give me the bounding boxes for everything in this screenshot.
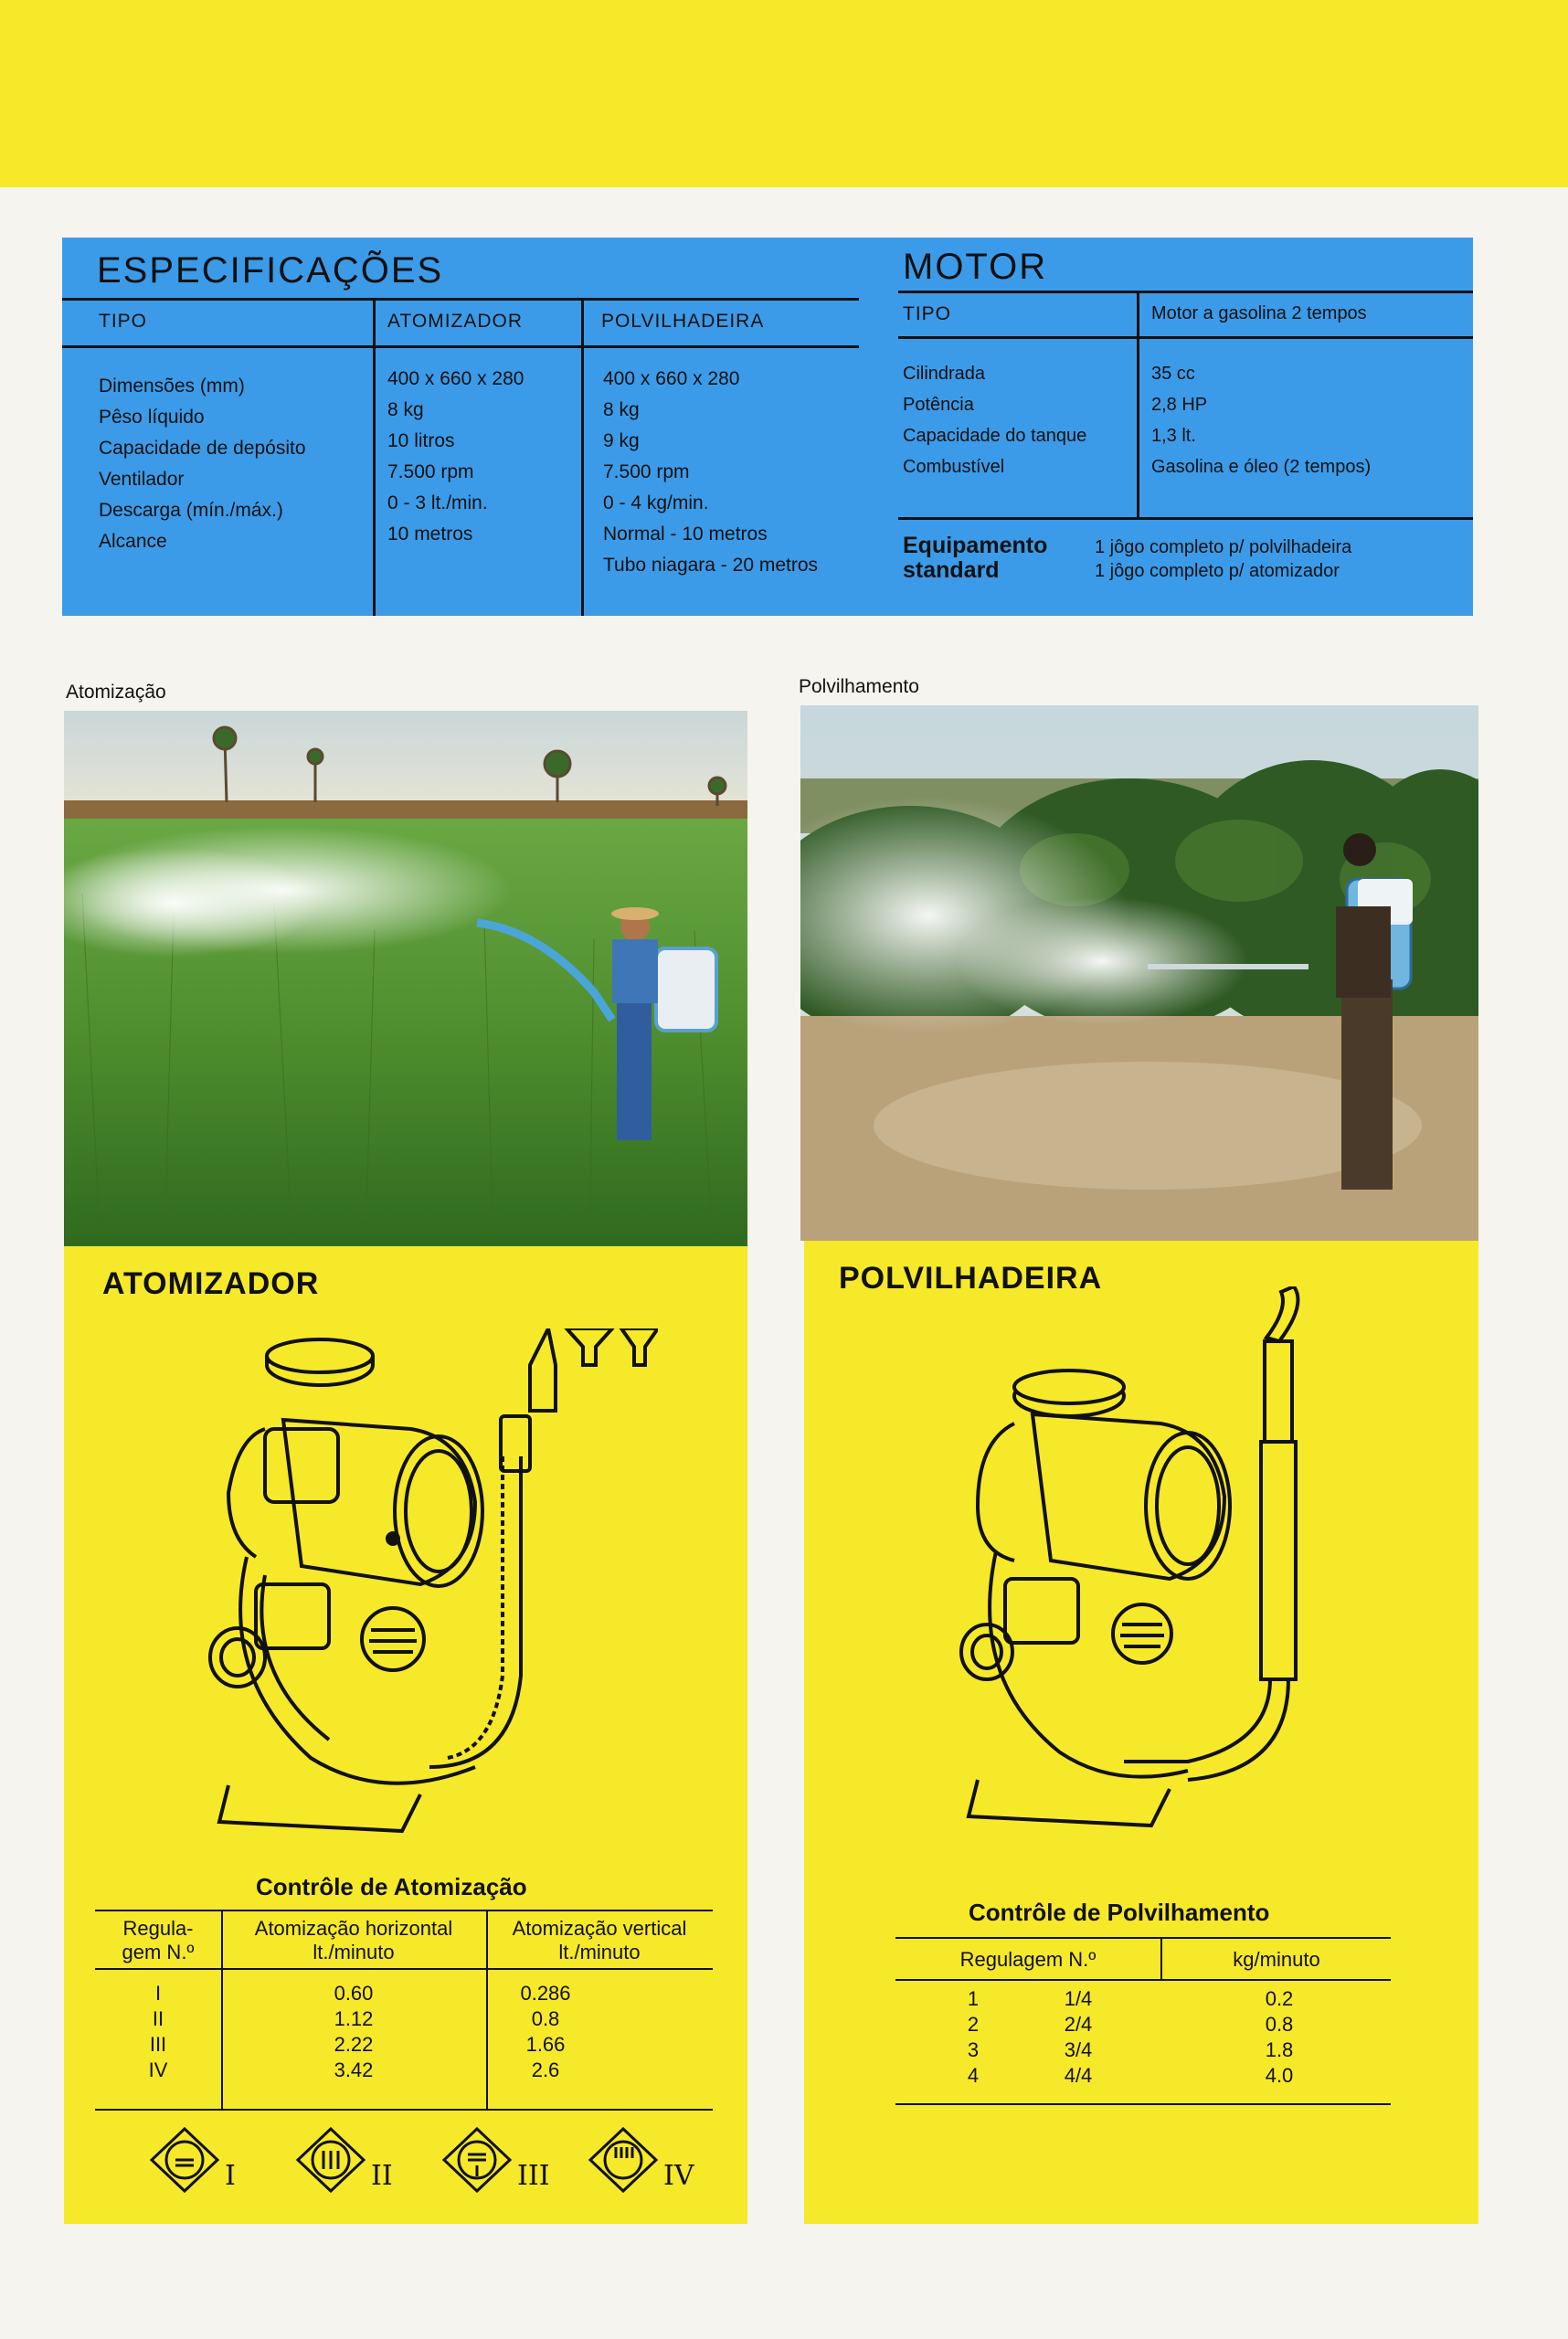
motor-labels (903, 358, 1086, 482)
spec-value: 400 x 660 x 280 (387, 368, 524, 389)
motor-value: 1,3 lt. (1151, 426, 1196, 446)
spec-value: 8 kg (387, 399, 424, 420)
col-header-kg-minuto: kg/minuto (1233, 1948, 1320, 1971)
motor-value: Gasolina e óleo (2 tempos) (1151, 457, 1372, 477)
horizontal-column (221, 1981, 486, 2083)
motor-label: Combustível (903, 457, 1005, 477)
atomizador-title: ATOMIZADOR (102, 1266, 320, 1301)
atomizacao-table-title: Contrôle de Atomização (256, 1873, 527, 1900)
equipment-title (903, 534, 1047, 583)
table-cell: III (149, 2033, 167, 2056)
table-cell: 2.6 (531, 2059, 560, 2081)
atomizacao-photo (64, 711, 747, 1246)
table-cell: 0.2 (1265, 1987, 1294, 2010)
header-line: lt./minuto (313, 1941, 395, 1963)
table-cell: 1.12 (334, 2007, 374, 2030)
spec-value: 10 litros (387, 430, 455, 451)
spec-value: 400 x 660 x 280 (603, 368, 740, 389)
header-line: Atomização horizontal (254, 1917, 453, 1940)
table-cell: 3.42 (334, 2059, 374, 2081)
fraction-column (1042, 1986, 1115, 2089)
specs-col-rule-1 (373, 298, 376, 616)
table-rule (95, 1910, 713, 1911)
motor-head-rule (898, 336, 1473, 339)
spec-label: Ventilador (99, 469, 185, 490)
specs-col-atomizador: ATOMIZADOR (387, 311, 524, 332)
table-cell: 4/4 (1064, 2064, 1093, 2087)
regulagem-column (959, 1986, 987, 2089)
col-header-vertical (486, 1917, 713, 1964)
table-cell: 0.60 (334, 1982, 374, 2005)
spec-value: Tubo niagara - 20 metros (603, 555, 819, 576)
spec-label: Capacidade de depósito (99, 438, 306, 459)
header-line: Regula- (122, 1917, 194, 1940)
photo-caption-polvilhamento: Polvilhamento (799, 676, 919, 697)
table-cell: IV (148, 2059, 168, 2081)
col-header-horizontal (221, 1917, 486, 1964)
atomizador-drawing (201, 1328, 658, 1840)
table-cell: 2/4 (1064, 2013, 1093, 2036)
polvilhadeira-title: POLVILHADEIRA (839, 1261, 1103, 1296)
table-cell: 4.0 (1265, 2064, 1294, 2087)
specs-col-tipo: TIPO (99, 311, 148, 332)
table-cell: 1 (967, 1987, 980, 2010)
table-rule (95, 1968, 713, 1970)
polvilhamento-photo (800, 705, 1478, 1241)
dial-label: II (371, 2160, 393, 2192)
spec-value: 9 kg (603, 430, 640, 451)
equipment-item: 1 jôgo completo p/ atomizador (1095, 561, 1340, 581)
motor-values (1151, 358, 1371, 482)
motor-label: Capacidade do tanque (903, 426, 1087, 446)
top-yellow-band (0, 0, 1568, 187)
photo-caption-atomizacao: Atomização (66, 682, 166, 703)
table-rule (895, 1979, 1391, 1981)
table-cell: 4 (967, 2064, 980, 2087)
col-header-regulagem: Regulagem N.º (959, 1948, 1097, 1971)
equipment-item: 1 jôgo completo p/ polvilhadeira (1095, 537, 1352, 557)
motor-tipo-value: Motor a gasolina 2 tempos (1151, 303, 1367, 323)
header-line: Atomização vertical (512, 1917, 687, 1940)
dial-ii-icon (294, 2125, 367, 2195)
spec-label: Descarga (mín./máx.) (99, 500, 283, 521)
specs-row-labels (99, 371, 306, 557)
table-cell: I (154, 1982, 162, 2005)
table-rule (895, 1937, 1391, 1939)
motor-value: 2,8 HP (1151, 395, 1208, 415)
dial-i-icon (148, 2125, 221, 2195)
table-cell: 1.66 (525, 2033, 566, 2056)
polvilhadeira-spec-values (603, 364, 818, 581)
table-rule (95, 2109, 713, 2111)
specs-col-rule-2 (581, 298, 584, 616)
vertical-column (486, 1981, 605, 2083)
spec-value: 0 - 4 kg/min. (603, 492, 709, 513)
spec-label: Pêso líquido (99, 407, 205, 428)
table-cell: 0.8 (531, 2007, 560, 2030)
spec-value: 8 kg (603, 399, 640, 420)
spec-label: Alcance (99, 531, 167, 552)
table-cell: 0.8 (1265, 2013, 1294, 2036)
motor-col-rule (1137, 291, 1139, 517)
specs-head-rule (62, 345, 859, 348)
dial-label: III (517, 2160, 550, 2192)
header-line: gem N.º (122, 1941, 195, 1963)
table-cell: 1/4 (1064, 1987, 1093, 2010)
spec-value: 0 - 3 lt./min. (387, 492, 488, 513)
header-line: lt./minuto (558, 1941, 641, 1963)
spec-value: Normal - 10 metros (603, 524, 768, 545)
motor-top-rule (898, 291, 1473, 293)
table-rule (895, 2103, 1391, 2105)
motor-value: 35 cc (1151, 364, 1195, 384)
dial-label: I (225, 2160, 236, 2192)
motor-heading: MOTOR (903, 247, 1048, 287)
col-header-regulagem (95, 1917, 221, 1964)
table-cell: 2 (967, 2013, 980, 2036)
table-cell: 0.286 (520, 1982, 571, 2005)
kg-minuto-column (1243, 1986, 1316, 2089)
table-cell: 3 (967, 2038, 980, 2061)
atomizador-spec-values (387, 364, 524, 550)
table-cell: II (152, 2007, 164, 2030)
equipment-title-line: Equipamento (903, 533, 1048, 558)
specs-col-polvilhadeira: POLVILHADEIRA (601, 311, 765, 332)
spec-value: 7.500 rpm (603, 461, 690, 482)
spec-value: 7.500 rpm (387, 461, 474, 482)
regulagem-column (95, 1981, 221, 2083)
atomizador-panel (64, 1246, 747, 2224)
motor-label: Cilindrada (903, 364, 986, 384)
table-cell: 1.8 (1265, 2038, 1294, 2061)
motor-col-tipo: TIPO (903, 303, 952, 324)
dial-iii-icon (440, 2125, 514, 2195)
table-cell: 2.22 (334, 2033, 374, 2056)
specifications-panel (62, 238, 1473, 616)
specs-top-rule (62, 298, 859, 301)
spec-value: 10 metros (387, 524, 473, 545)
dial-label: IV (663, 2160, 694, 2192)
polvilhamento-table-title: Contrôle de Polvilhamento (969, 1899, 1270, 1926)
polvilhadeira-panel (804, 1241, 1478, 2224)
table-cell: 3/4 (1064, 2038, 1093, 2061)
motor-equip-rule (898, 517, 1473, 520)
motor-label: Potência (903, 395, 974, 415)
equipment-title-line: standard (903, 557, 1000, 583)
spec-label: Dimensões (mm) (99, 376, 245, 397)
polvilhadeira-drawing (959, 1286, 1343, 1835)
dial-iv-icon (587, 2125, 660, 2195)
specs-heading: ESPECIFICAÇÕES (97, 250, 444, 291)
equipment-list (1095, 535, 1351, 583)
